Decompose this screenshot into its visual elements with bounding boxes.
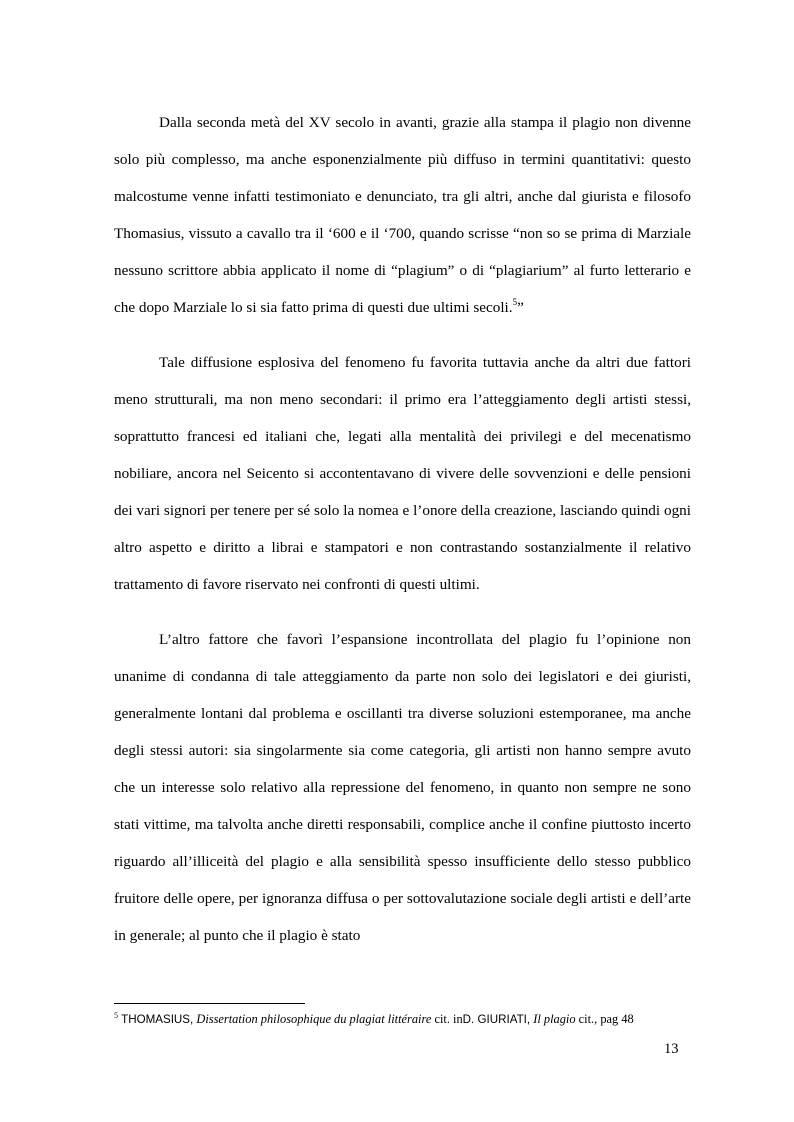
paragraph — [114, 621, 691, 954]
paragraph — [114, 344, 691, 603]
page-number: 13 — [664, 1041, 679, 1057]
paragraph-text: Tale diffusione esplosiva del fenomeno fu favorita tuttavia anche da altri due fattori meno strutturali, ma non meno secondari: il primo era l’atteggiamento degli artisti stessi, soprattutto francesi ed italiani che, legati alla mentalità dei privilegi e del mecenatismo nobiliare, ancora nel Seicento si accontentavano di vivere delle sovvenzioni e delle pensioni dei vari signori per tenere per sé solo la nomea e l’onore della creazione, lasciando quindi ogni altro aspetto e diritto a librai e stampatori e non contrastando sostanzialmente il relativo trattamento di favore riservato nei confronti di questi ultimi. — [114, 354, 691, 593]
paragraph-text: L’altro fattore che favorì l’espansione incontrollata del plagio fu l’opinione non unanime di condanna di tale atteggiamento da parte non solo dei legislatori e dei giuristi, generalmente lontani dal problema e oscillanti tra diverse soluzioni estemporanee, ma anche degli stessi autori: sia singolarmente sia come categoria, gli artisti non hanno sempre avuto che un interesse solo relativo alla repressione del fenomeno, in quanto non sempre ne sono stati vittime, ma talvolta anche diretti responsabili, complice anche il confine piuttosto incerto riguardo all’illiceità del plagio e alla sensibilità spesso insufficiente dello stesso pubblico fruitore delle opere, per ignoranza diffusa o per sottovalutazione sociale degli artisti e dell’arte in generale; al punto che il plagio è stato — [114, 631, 691, 944]
footnote-author-2: D. GIURIATI, — [462, 1013, 531, 1026]
paragraph — [114, 104, 691, 326]
footnote-tail: cit., pag 48 — [578, 1012, 634, 1026]
footnote-number: 5 — [114, 1011, 118, 1020]
footnote-cit-in: cit. in — [434, 1012, 463, 1026]
paragraph-text: Dalla seconda metà del XV secolo in avanti, grazie alla stampa il plagio non divenne solo più complesso, ma anche esponenzialmente più diffuso in termini quantitativi: questo malcostume venne infatti testimoniato e denunciato, tra gli altri, anche dal giurista e filosofo Thomasius, vissuto a cavallo tra il ‘600 e il ‘700, quando scrisse “non so se prima di Marziale nessuno scrittore abbia applicato il nome di “plagium” o di “plagiarium” al furto letterario e che dopo Marziale lo si sia fatto prima di questi due ultimi secoli. — [114, 114, 691, 316]
closing-quote: ” — [517, 299, 524, 316]
footnote-title-2: Il plagio — [533, 1012, 576, 1026]
footnote-separator — [114, 1003, 305, 1004]
footnote-author: THOMASIUS, — [121, 1013, 194, 1026]
body-text — [114, 104, 691, 972]
footnote-title: Dissertation philosophique du plagiat littéraire — [196, 1012, 432, 1026]
footnote — [114, 1011, 714, 1029]
footnote-reference[interactable]: 5 — [512, 297, 518, 307]
